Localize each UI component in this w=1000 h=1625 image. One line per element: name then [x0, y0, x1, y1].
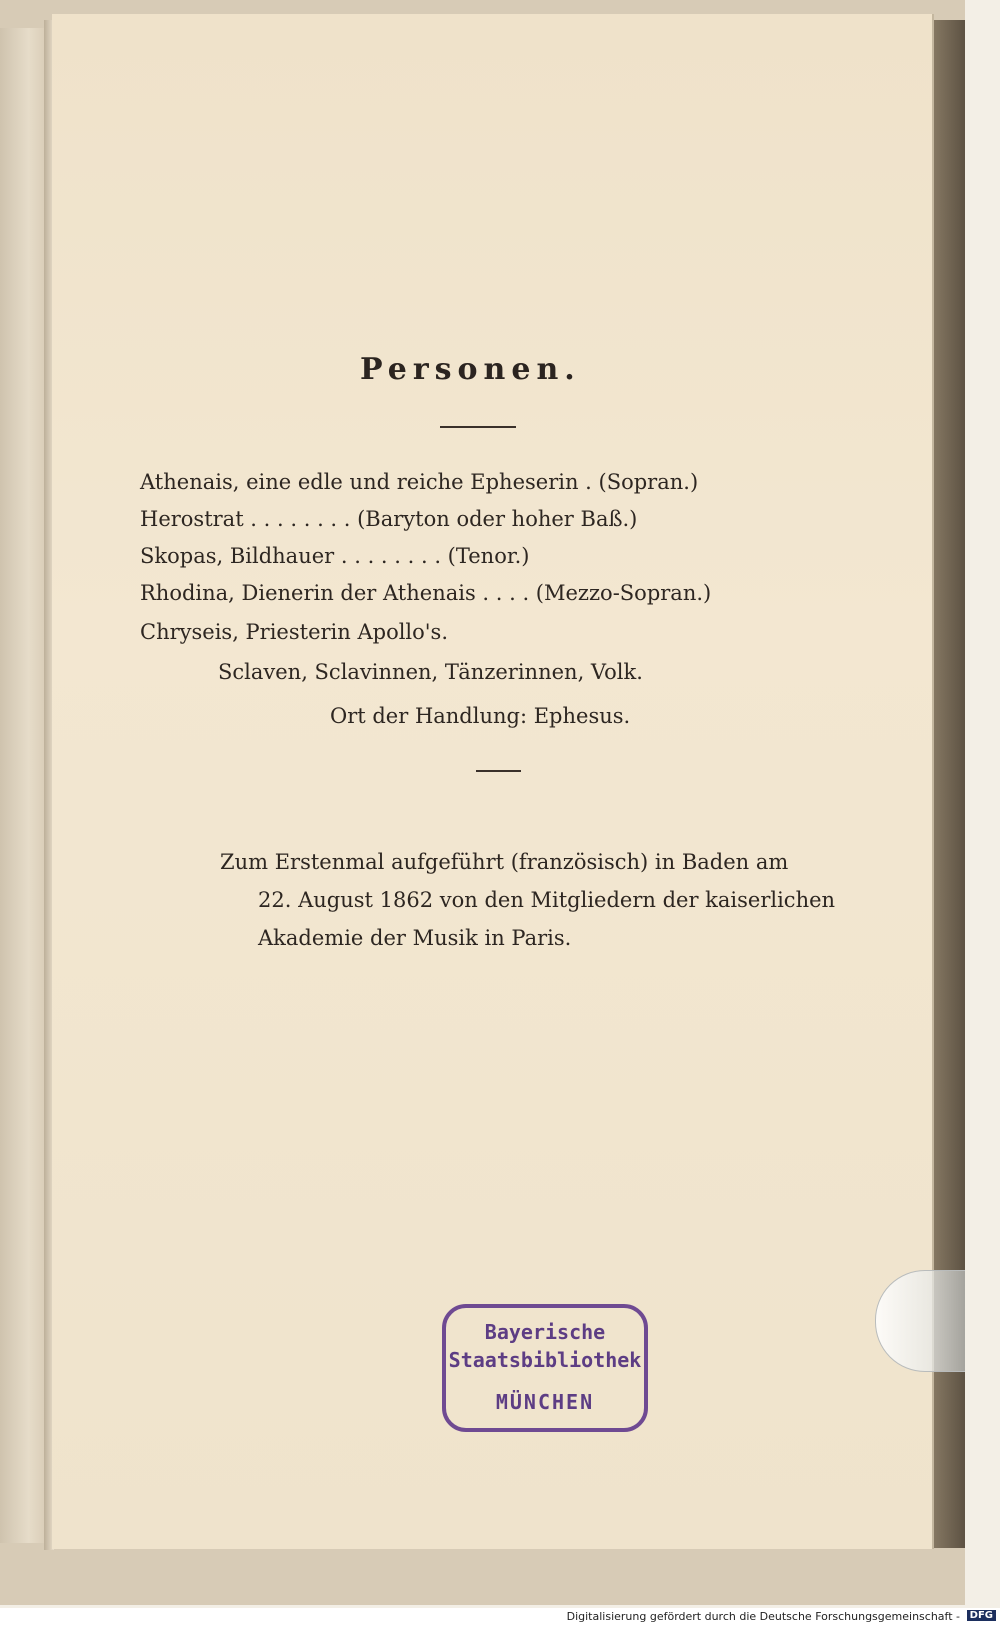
stamp-line: Staatsbibliothek — [448, 1348, 642, 1372]
place-line: Ort der Handlung: Ephesus. — [330, 704, 631, 728]
digitization-footer — [0, 1608, 1000, 1625]
stamp-line: MÜNCHEN — [495, 1390, 595, 1414]
page-heading: Personen. — [360, 352, 581, 387]
page-clip — [875, 1270, 965, 1372]
premiere-line: Zum Erstenmal aufgeführt (französisch) in Baden am — [220, 850, 789, 874]
cast-line: Herostrat . . . . . . . . (Baryton oder hoher Baß.) — [140, 507, 638, 531]
section-rule — [476, 770, 521, 772]
facing-page-edge — [0, 28, 49, 1543]
dfg-logo: DFG — [967, 1610, 996, 1621]
library-stamp — [442, 1304, 648, 1432]
premiere-line: Akademie der Musik in Paris. — [258, 926, 572, 950]
heading-rule — [440, 426, 516, 428]
cast-line: Rhodina, Dienerin der Athenais . . . . (Mezzo-Sopran.) — [140, 581, 712, 605]
extras-line: Sclaven, Sclavinnen, Tänzerinnen, Volk. — [218, 660, 643, 684]
premiere-line: 22. August 1862 von den Mitgliedern der kaiserlichen — [258, 888, 836, 912]
footer-text: Digitalisierung gefördert durch die Deutsche Forschungsgemeinschaft - — [566, 1610, 960, 1623]
cast-line: Chryseis, Priesterin Apollo's. — [140, 620, 449, 644]
cast-line: Skopas, Bildhauer . . . . . . . . (Tenor.) — [140, 544, 530, 568]
cast-line: Athenais, eine edle und reiche Epheserin . (Sopran.) — [140, 470, 699, 494]
stamp-line: Bayerische — [484, 1320, 606, 1344]
